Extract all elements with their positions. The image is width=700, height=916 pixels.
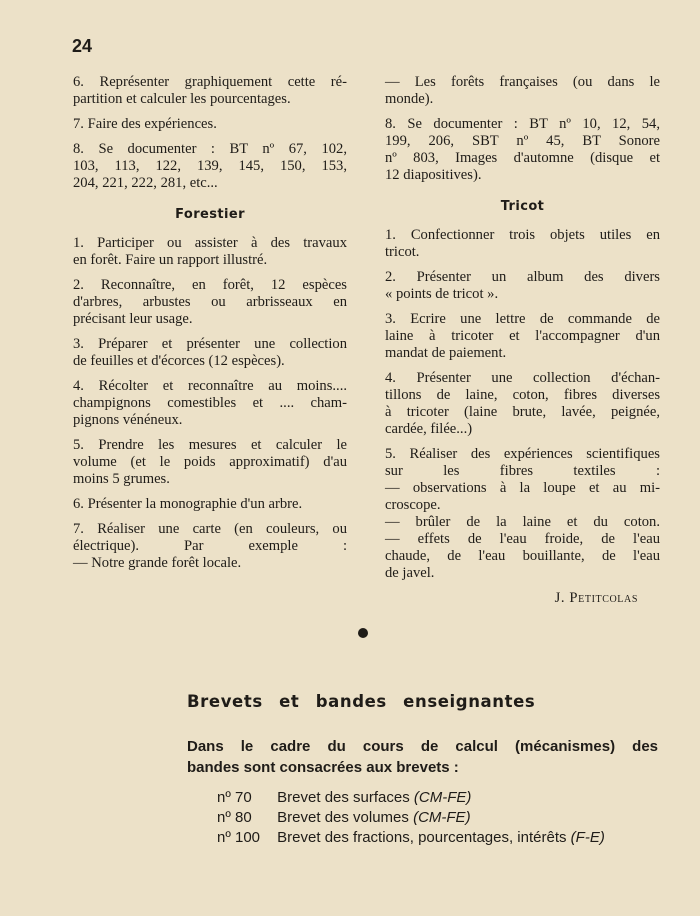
list-item — [73, 521, 347, 572]
text-line: — Les forêts françaises (ou dans le — [385, 74, 660, 90]
text-line: champignons comestibles et .... cham- — [73, 395, 347, 411]
text-line: 6. Présenter la monographie d'un arbre. — [73, 496, 303, 512]
brevet-number: nº 100 — [217, 829, 261, 846]
text-line: précisant leur usage. — [73, 311, 193, 327]
brevet-level: (CM-FE) — [413, 809, 471, 826]
list-item — [73, 277, 347, 328]
text-line: 12 diapositives). — [385, 167, 482, 183]
text-line: volume (et le poids approximatif) d'au — [73, 454, 347, 470]
left-top-items — [73, 74, 347, 192]
list-item — [73, 235, 347, 269]
brevet-number: nº 70 — [217, 789, 252, 806]
text-line: 2. Reconnaître, en forêt, 12 espèces — [73, 277, 347, 293]
list-item — [73, 378, 347, 429]
left-column — [73, 74, 347, 580]
list-item — [385, 74, 660, 108]
section-heading-tricot: Tricot — [500, 199, 545, 214]
text-line: en forêt. Faire un rapport illustré. — [73, 252, 268, 268]
text-line: 8. Se documenter : BT nº 10, 12, 54, — [385, 116, 660, 132]
list-item — [385, 311, 660, 362]
brevet-row — [217, 788, 605, 808]
section-heading-forestier: Forestier — [175, 207, 245, 222]
page-number: 24 — [72, 36, 93, 56]
list-item — [385, 370, 660, 438]
list-item — [73, 74, 347, 108]
brevets-list — [217, 788, 605, 848]
text-line: tricot. — [385, 244, 420, 260]
right-top-items — [385, 74, 660, 184]
list-item — [385, 269, 660, 303]
list-item — [73, 496, 347, 513]
list-item — [385, 227, 660, 261]
list-item — [385, 446, 660, 582]
brevet-row — [217, 828, 605, 848]
text-line: 2. Présenter un album des divers — [385, 269, 660, 285]
text-line: 204, 221, 222, 281, etc... — [73, 175, 218, 191]
text-line: — observations à la loupe et au mi- — [385, 480, 660, 496]
brevets-intro-line: Dans le cadre du cours de calcul (mécanismes) des — [187, 738, 658, 755]
text-line: 103, 113, 122, 139, 145, 150, 153, — [73, 158, 347, 174]
text-line: 3. Préparer et présenter une collection — [73, 336, 347, 352]
text-line: 3. Ecrire une lettre de commande de — [385, 311, 660, 327]
brevet-level: (F-E) — [570, 829, 605, 846]
text-line: cardée, filée...) — [385, 421, 473, 437]
text-line: d'arbres, arbustes ou arbrisseaux en — [73, 294, 347, 310]
list-item — [73, 437, 347, 488]
brevet-text: Brevet des fractions, pourcentages, intérêts — [277, 829, 567, 846]
text-line: 6. Représenter graphiquement cette ré- — [73, 74, 347, 90]
brevet-level: (CM-FE) — [413, 789, 472, 806]
text-line: de feuilles et d'écorces (12 espèces). — [73, 353, 285, 369]
section-separator-bullet — [358, 628, 368, 638]
brevets-intro-line: bandes sont consacrées aux brevets : — [187, 759, 459, 776]
text-line: « points de tricot ». — [385, 286, 499, 302]
brevets-intro — [187, 736, 658, 778]
tricot-items — [385, 227, 660, 582]
brevet-number: nº 80 — [217, 809, 252, 826]
list-item — [73, 336, 347, 370]
text-line: laine à tricoter et l'accompagner d'un — [385, 328, 660, 344]
list-item — [73, 141, 347, 192]
text-line: 4. Récolter et reconnaître au moins.... — [73, 378, 347, 394]
text-line: 4. Présenter une collection d'échan- — [385, 370, 660, 386]
brevet-row — [217, 808, 605, 828]
text-line: — effets de l'eau froide, de l'eau — [385, 531, 660, 547]
author-signature: J. Petitcolas — [554, 590, 638, 606]
text-line: pignons vénéneux. — [73, 412, 183, 428]
text-line: 5. Réaliser des expériences scientifiques — [385, 446, 660, 462]
text-line: monde). — [385, 91, 434, 107]
text-line: 7. Réaliser une carte (en couleurs, ou — [73, 521, 347, 537]
list-item — [73, 116, 347, 133]
text-line: tillons de laine, coton, fibres diverses — [385, 387, 660, 403]
text-line: mandat de paiement. — [385, 345, 507, 361]
right-column — [385, 74, 660, 607]
text-line: — brûler de la laine et du coton. — [385, 514, 660, 530]
text-line: chaude, de l'eau bouillante, de l'eau — [385, 548, 660, 564]
text-line: 5. Prendre les mesures et calculer le — [73, 437, 347, 453]
text-line: partition et calculer les pourcentages. — [73, 91, 291, 107]
text-line: 199, 206, SBT nº 45, BT Sonore — [385, 133, 660, 149]
text-line: 1. Confectionner trois objets utiles en — [385, 227, 660, 243]
brevets-title: Brevets et bandes enseignantes — [187, 692, 536, 711]
text-line: croscope. — [385, 497, 441, 513]
text-line: 1. Participer ou assister à des travaux — [73, 235, 347, 251]
text-line: nº 803, Images d'automne (disque et — [385, 150, 660, 166]
brevet-text: Brevet des surfaces — [277, 789, 410, 806]
forestier-items — [73, 235, 347, 572]
text-line: de javel. — [385, 565, 435, 581]
brevet-text: Brevet des volumes — [277, 809, 409, 826]
text-line: 7. Faire des expériences. — [73, 116, 217, 132]
text-line: 8. Se documenter : BT nº 67, 102, — [73, 141, 347, 157]
text-line: à tricoter (laine brute, lavée, peignée, — [385, 404, 660, 420]
text-line: sur les fibres textiles : — [385, 463, 660, 479]
text-line: moins 5 grumes. — [73, 471, 170, 487]
text-line: — Notre grande forêt locale. — [73, 555, 242, 571]
list-item — [385, 116, 660, 184]
text-line: électrique). Par exemple : — [73, 538, 347, 554]
